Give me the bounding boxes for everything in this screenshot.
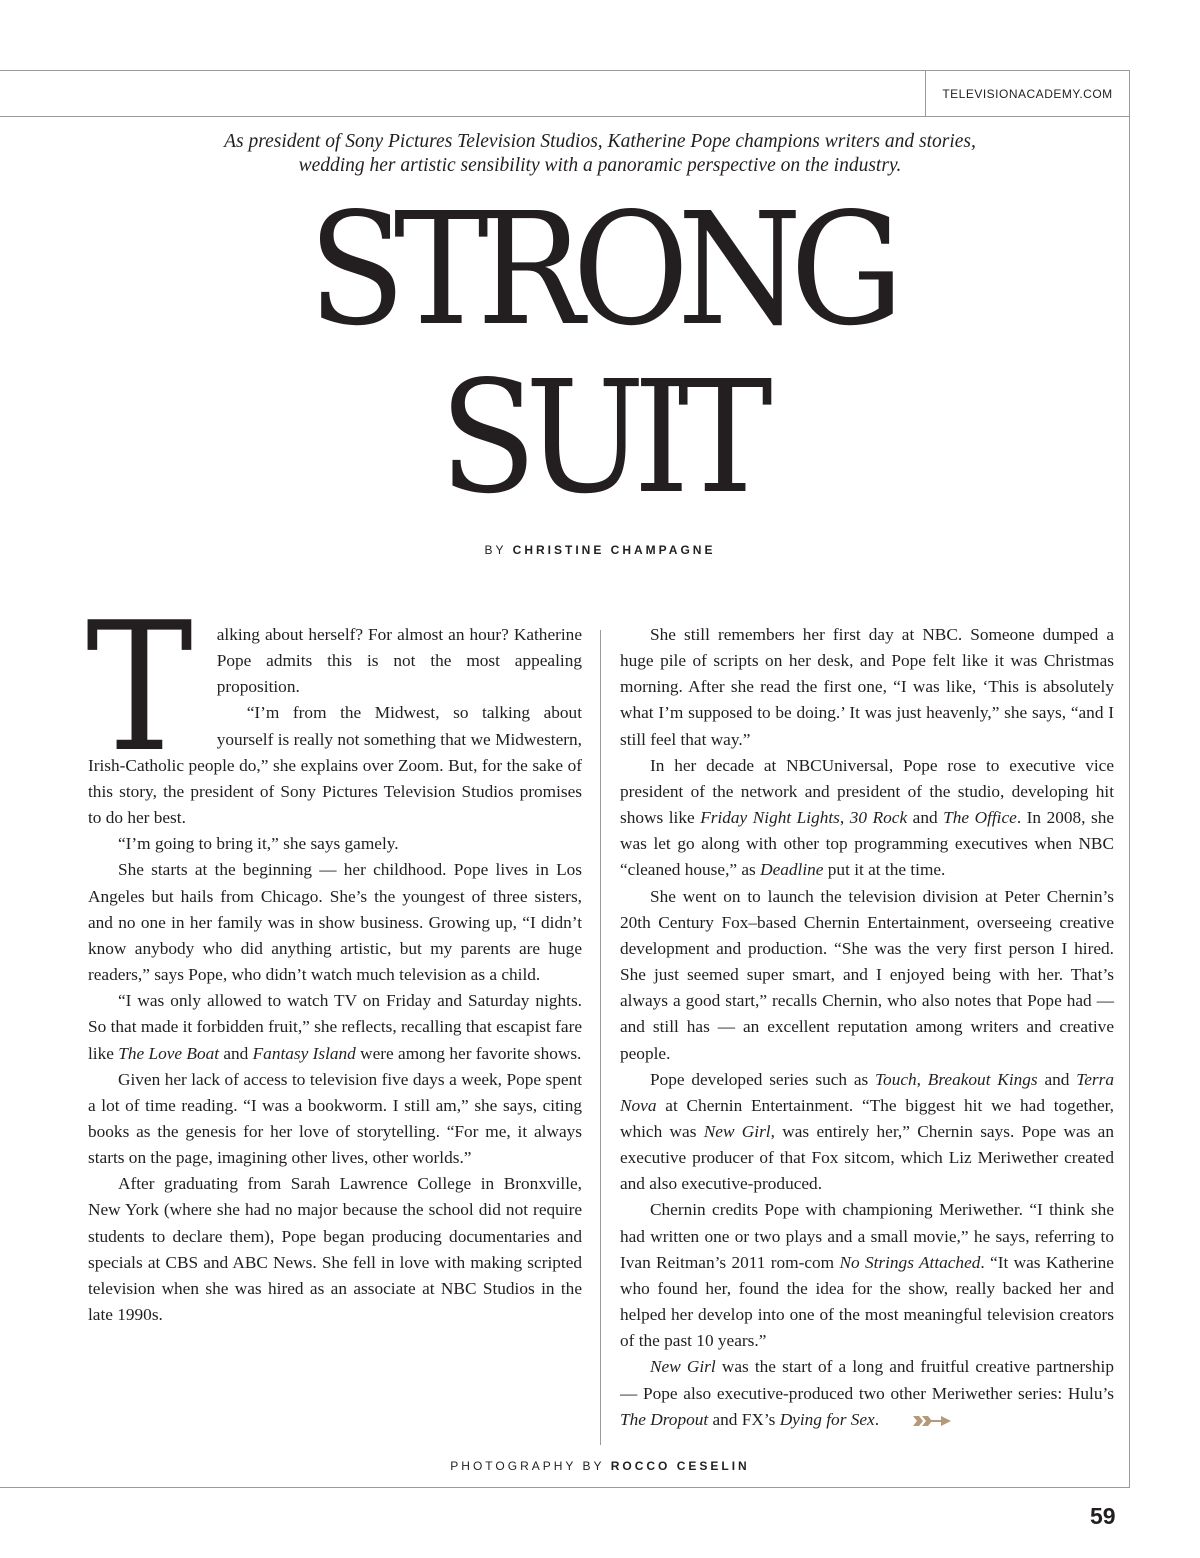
site-url: TELEVISIONACADEMY.COM: [942, 86, 1113, 101]
byline-author: CHRISTINE CHAMPAGNE: [512, 543, 716, 557]
publication-title: Deadline: [760, 860, 824, 880]
credit-prefix: PHOTOGRAPHY BY: [450, 1459, 605, 1473]
headline-line-2: SUIT: [439, 347, 761, 528]
article-column-1: [86, 584, 582, 1328]
show-title: The Dropout: [620, 1409, 709, 1429]
paragraph: “I’m going to bring it,” she says gamely.: [118, 834, 399, 854]
byline-prefix: BY: [484, 543, 507, 557]
show-title: Terra Nova: [620, 1069, 1115, 1115]
show-title: New Girl: [650, 1357, 716, 1377]
frame-bottom-rule: [0, 1487, 1130, 1488]
show-title: Dying for Sex: [779, 1409, 875, 1429]
show-title: The Love Boat: [118, 1043, 220, 1063]
paragraph: “I was only allowed to watch TV on Friday and Saturday nights. So that made it forbidden fruit,” she reflects, recalling that escapist fare like The Love Boat and Fantasy Island were among her favorite shows.: [88, 991, 582, 1063]
show-title: The Office: [943, 808, 1017, 828]
arrow-end-icon: [913, 1414, 951, 1428]
paragraph: She starts at the beginning — her childhood. Pope lives in Los Angeles but hails from Chicago. She’s the youngest of three sisters, and no one in her family was in show business. Growing up, “I didn’t know anybody who did anything artistic, but my parents are huge readers,” says Pope, who didn’t watch much television as a child.: [88, 860, 582, 985]
show-title: Touch: [875, 1069, 917, 1089]
paragraph: She went on to launch the television division at Peter Chernin’s 20th Century Fox–based Chernin Entertainment, overseeing creative development and production. “She was the very first person I hired. She just seemed super smart, and I enjoyed being with her. That’s always a good start,” recalls Chernin, who also notes that Pope had — and still has — an excellent reputation among writers and creative people.: [620, 886, 1114, 1063]
paragraph: After graduating from Sarah Lawrence College in Bronxville, New York (where she had no major because the school did not require students to declare them), Pope began producing documentaries and specials at CBS and ABC News. She fell in love with making scripted television when she was hired as an associate at NBC Studios in the late 1990s.: [88, 1174, 582, 1325]
deck-line-2: wedding her artistic sensibility with a panoramic perspective on the industry.: [298, 155, 902, 176]
paragraph: “I’m from the Midwest, so talking about yourself is really not something that we Midwestern, Irish-Catholic people do,” she explains over Zoom. But, for the sake of this story, the president of Sony Pictures Television Studios promises to do her best.: [88, 703, 582, 828]
deck: [100, 130, 1100, 178]
column-divider: [600, 630, 601, 1445]
drop-cap: T: [86, 584, 193, 791]
paragraph: T alking about herself? For almost an hour? Katherine Pope admits this is not the most appealing proposition.: [86, 584, 582, 791]
show-title: Breakout Kings: [927, 1069, 1038, 1089]
paragraph: Pope developed series such as Touch, Breakout Kings and Terra Nova at Chernin Entertainment. “The biggest hit we had together, which was New Girl, was entirely her,” Chernin says. Pope was an executive producer of that Fox sitcom, which Liz Meriwether created and also executive-produced.: [620, 1069, 1115, 1194]
film-title: No Strings Attached: [839, 1252, 981, 1272]
show-title: Friday Night Lights: [700, 808, 840, 828]
deck-line-1: As president of Sony Pictures Television Studios, Katherine Pope champions writers and stories,: [224, 131, 976, 152]
paragraph: Chernin credits Pope with championing Meriwether. “I think she had written one or two plays and a small movie,” he says, referring to Ivan Reitman’s 2011 rom-com No Strings Attached. “It was Katherine who found her, found the idea for the show, really backed her and helped her develop into one of the most meaningful television creators of the past 10 years.”: [620, 1200, 1114, 1351]
show-title: New Girl: [703, 1121, 771, 1141]
credit-photographer: ROCCO CESELIN: [610, 1459, 750, 1473]
paragraph: New Girl was the start of a long and fruitful creative partnership — Pope also executive-produced two other Meriwether series: Hulu’s The Dropout and FX’s Dying for Sex.: [620, 1357, 1114, 1429]
byline: [0, 543, 1200, 557]
page-number: 59: [1090, 1503, 1116, 1529]
photo-credit: [0, 1459, 1200, 1473]
headline-line-1: STRONG: [307, 179, 892, 360]
show-title: Fantasy Island: [252, 1043, 356, 1063]
show-title: 30 Rock: [849, 808, 908, 828]
paragraph: Given her lack of access to television five days a week, Pope spent a lot of time reading. “I was a bookworm. I still am,” she says, citing books as the genesis for her love of storytelling. “For me, it always starts on the page, imagining other lives, other worlds.”: [88, 1069, 582, 1168]
article-column-2: [620, 622, 1114, 1433]
paragraph: She still remembers her first day at NBC. Someone dumped a huge pile of scripts on her desk, and Pope felt like it was Christmas morning. After she read the first one, “I was like, ‘This is absolutely what I’m supposed to be doing.’ It was just heavenly,” she says, “and I still feel that way.”: [620, 625, 1114, 749]
paragraph: In her decade at NBCUniversal, Pope rose to executive vice president of the network and president of the studio, developing hit shows like Friday Night Lights, 30 Rock and The Office. In 2008, she was let go along with other top programming executives when NBC “cleaned house,” as Deadline put it at the time.: [620, 755, 1115, 880]
